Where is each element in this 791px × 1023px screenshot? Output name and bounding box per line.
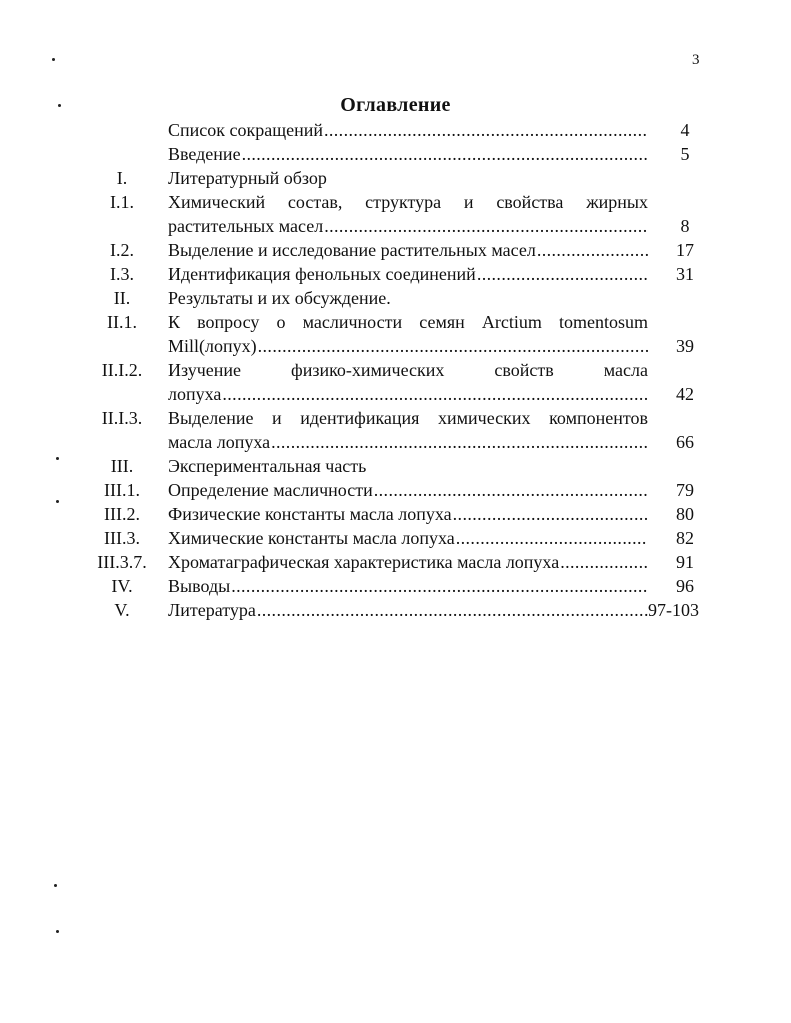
- toc-entry-page: 96: [676, 576, 694, 596]
- toc-entry-page: 4: [680, 120, 690, 140]
- dot-leader: [324, 214, 648, 238]
- toc-entry-text: Выделение и исследование растительных масел: [168, 240, 536, 260]
- toc-entry-text: Введение: [168, 144, 241, 164]
- toc-entry-page: 80: [676, 504, 694, 524]
- toc-entry-page: 17: [676, 240, 694, 260]
- toc-entry: [0, 502, 791, 526]
- toc-entry-number: II.I.3.: [101, 408, 143, 428]
- toc-entry-page: 82: [676, 528, 694, 548]
- dot-leader: [560, 550, 648, 574]
- toc-entry: [0, 118, 791, 142]
- toc-entry: [0, 142, 791, 166]
- toc-entry-page: 91: [676, 552, 694, 572]
- dot-leader: [231, 574, 648, 598]
- toc-entry: [0, 550, 791, 574]
- scan-speck: [56, 930, 59, 933]
- dot-leader: [456, 526, 648, 550]
- toc-entry-text: Хроматаграфическая характеристика масла лопуха: [168, 552, 560, 572]
- toc-entry: [0, 310, 791, 358]
- toc-entry-title: [168, 574, 648, 598]
- toc-entry-text: Идентификация фенольных соединений: [168, 264, 476, 284]
- toc-entry: [0, 598, 791, 622]
- toc-entry-number: II.1.: [107, 312, 137, 332]
- toc-entry-text: Экспериментальная часть: [168, 456, 367, 476]
- toc-entry-text: Химические константы масла лопуха: [168, 528, 455, 548]
- toc-entry-text: К вопросу о масличности семян Arctium tomentosum: [168, 312, 648, 332]
- toc-entry-text: лопуха: [168, 384, 222, 404]
- toc-entry-title: [168, 310, 648, 358]
- toc-entry-number: I.1.: [110, 192, 134, 212]
- toc-entry: [0, 574, 791, 598]
- toc-entry-page: 5: [680, 144, 690, 164]
- toc-entry-title: [168, 142, 648, 166]
- toc-entry-text: Выделение и идентификация химических компонентов: [168, 408, 648, 428]
- toc-entry-page: 8: [680, 216, 690, 236]
- toc-entry: [0, 526, 791, 550]
- toc-entry-page: 42: [676, 384, 694, 404]
- toc-entry-title: [168, 238, 648, 262]
- page-title: Оглавление: [340, 94, 451, 116]
- scan-speck: [58, 104, 61, 107]
- toc-entry-number: II.: [113, 288, 131, 308]
- scan-speck: [56, 500, 59, 503]
- toc-entry-page: 79: [676, 480, 694, 500]
- dot-leader: [271, 430, 648, 454]
- toc-entry-text: Определение масличности: [168, 480, 373, 500]
- dot-leader: [258, 334, 648, 358]
- toc-entry-number: III.: [110, 456, 134, 476]
- toc-entry-title: [168, 406, 648, 454]
- toc-entry: [0, 286, 791, 310]
- scan-speck: [54, 884, 57, 887]
- dot-leader: [537, 238, 648, 262]
- toc-entry: [0, 358, 791, 406]
- toc-entry-text: Список сокращений: [168, 120, 323, 140]
- scan-speck: [52, 58, 55, 61]
- toc-entry-number: I.: [116, 168, 128, 188]
- toc-entry-title: [168, 190, 648, 238]
- dot-leader: [242, 142, 648, 166]
- toc-entry-page: 97-103: [648, 600, 699, 620]
- toc-entry-number: I.2.: [110, 240, 134, 260]
- toc-entry-title: [168, 166, 648, 190]
- scan-speck: [56, 457, 59, 460]
- toc-entry-title: [168, 526, 648, 550]
- toc-entry-number: III.1.: [104, 480, 140, 500]
- toc-entry: [0, 406, 791, 454]
- toc-entry-text: Изучение физико-химических свойств масла: [168, 360, 648, 380]
- toc-entry-page: 66: [676, 432, 694, 452]
- toc-entry: [0, 238, 791, 262]
- toc-entry-text: Физические константы масла лопуха: [168, 504, 452, 524]
- toc-entry-text: Выводы: [168, 576, 231, 596]
- toc-entry: [0, 478, 791, 502]
- toc-entry-text: растительных масел: [168, 216, 324, 236]
- dot-leader: [324, 118, 648, 142]
- toc-entry-text: масла лопуха: [168, 432, 271, 452]
- dot-leader: [477, 262, 648, 286]
- toc-entry-text: Химический состав, структура и свойства жирных: [168, 192, 648, 212]
- dot-leader: [374, 478, 648, 502]
- dot-leader: [222, 382, 648, 406]
- toc-entry: [0, 262, 791, 286]
- toc-entry: [0, 454, 791, 478]
- toc-entry-text: Литературный обзор: [168, 168, 327, 188]
- toc-entry-title: [168, 454, 648, 478]
- toc-entry-text: Mill(лопух): [168, 336, 257, 356]
- toc-entry-number: III.3.: [104, 528, 140, 548]
- toc-entry-title: [168, 262, 648, 286]
- toc-entry-title: [168, 358, 648, 406]
- toc-entry: [0, 166, 791, 190]
- dot-leader: [257, 598, 648, 622]
- page-number: 3: [692, 52, 700, 68]
- toc-entry-number: IV.: [111, 576, 133, 596]
- toc-entry-title: [168, 598, 648, 622]
- toc-entry-number: III.3.7.: [97, 552, 147, 572]
- toc-entry-page: 31: [676, 264, 694, 284]
- dot-leader: [453, 502, 648, 526]
- toc-entry-number: II.I.2.: [101, 360, 143, 380]
- toc-entry: [0, 190, 791, 238]
- toc-entry-title: [168, 478, 648, 502]
- toc-entry-text: Литература: [168, 600, 256, 620]
- toc-entry-title: [168, 502, 648, 526]
- toc-entry-title: [168, 118, 648, 142]
- toc-entry-title: [168, 550, 648, 574]
- toc-entry-title: [168, 286, 648, 310]
- toc-entry-number: I.3.: [110, 264, 134, 284]
- toc-entry-number: III.2.: [104, 504, 140, 524]
- toc-entry-page: 39: [676, 336, 694, 356]
- toc-entry-text: Результаты и их обсуждение.: [168, 288, 391, 308]
- toc-entry-number: V.: [114, 600, 130, 620]
